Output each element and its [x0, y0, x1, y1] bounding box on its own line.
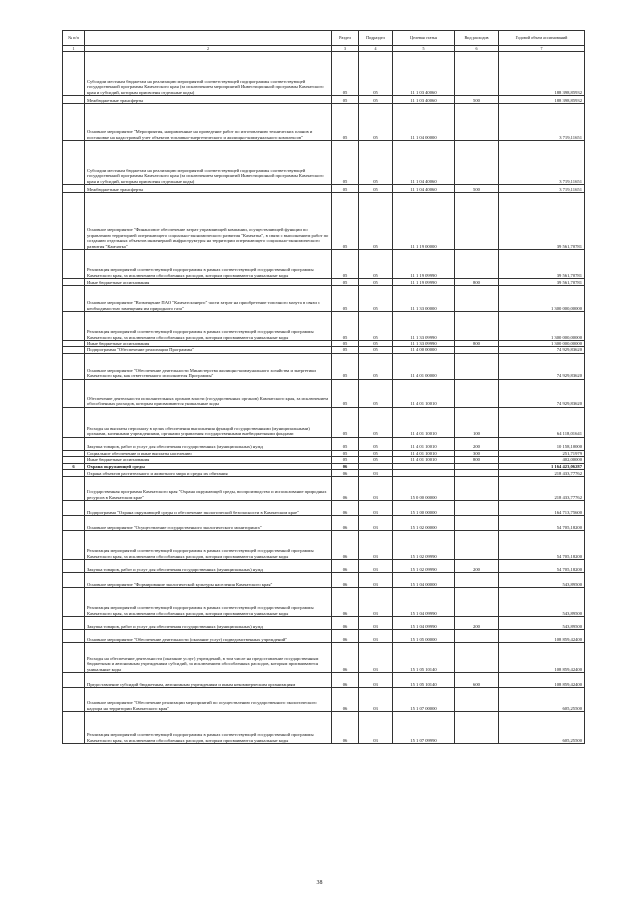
row-number: [63, 379, 85, 407]
row-number: [63, 193, 85, 250]
row-sum: 218 433,77762: [499, 470, 585, 477]
row-sum: 605,25500: [499, 688, 585, 712]
row-razdel: 06: [332, 560, 359, 573]
table-row: [63, 712, 585, 744]
row-name: Иные бюджетные ассигнования: [85, 341, 332, 347]
table-row: [63, 516, 585, 531]
row-razdel: 06: [332, 688, 359, 712]
row-target-article: 11 4 00 00000: [393, 347, 455, 353]
row-sum: 39 561,70781: [499, 279, 585, 286]
row-target-article: 11 1 19 09990: [393, 250, 455, 279]
table-row: [63, 353, 585, 379]
row-razdel: 05: [332, 353, 359, 379]
row-expense-type: [455, 477, 499, 501]
table-row: [63, 673, 585, 688]
row-sum: 10 158,10000: [499, 437, 585, 450]
row-number: [63, 617, 85, 630]
row-podrazdel: 05: [359, 347, 393, 353]
row-target-article: 15 1 07 00000: [393, 688, 455, 712]
row-number: [63, 688, 85, 712]
row-name: Предоставление субсидий бюджетным, автономным учреждениям и иным некоммерческим организациям: [85, 673, 332, 688]
row-sum: 543,89500: [499, 617, 585, 630]
row-target-article: 11 1 33 09990: [393, 341, 455, 347]
row-expense-type: [455, 312, 499, 341]
col-number: 4: [359, 46, 393, 52]
table-row: [63, 193, 585, 250]
row-expense-type: 200: [455, 437, 499, 450]
row-name: Обеспечение деятельности исполнительных органов власти (государственных органов) Камчатского края, за исключением обособленных расходов, которым присваиваются уникальные коды: [85, 379, 332, 407]
row-number: [63, 630, 85, 643]
row-razdel: 05: [332, 457, 359, 463]
row-razdel: 05: [332, 450, 359, 456]
row-expense-type: [455, 516, 499, 531]
row-target-article: 11 1 04 00000: [393, 104, 455, 141]
table-row: [63, 104, 585, 141]
row-expense-type: [455, 353, 499, 379]
row-podrazdel: 05: [359, 250, 393, 279]
row-razdel: 06: [332, 588, 359, 617]
row-number: [63, 185, 85, 193]
col-number: 5: [393, 46, 455, 52]
row-expense-type: 800: [455, 457, 499, 463]
row-target-article: 15 1 02 00000: [393, 516, 455, 531]
row-target-article: 11 1 03 40060: [393, 52, 455, 96]
row-expense-type: [455, 286, 499, 312]
col-expense-type-header: Вид расходов: [455, 31, 499, 46]
row-target-article: 11 1 04 40060: [393, 185, 455, 193]
row-name: Охрана окружающей среды: [85, 463, 332, 469]
row-number: [63, 501, 85, 516]
row-podrazdel: 05: [359, 341, 393, 347]
row-expense-type: 600: [455, 673, 499, 688]
row-number: [63, 96, 85, 104]
row-name: Основное мероприятие "Обеспечение деятельности (оказание услуг) подведомственных учреждений": [85, 630, 332, 643]
col-num-header: № п/п: [63, 31, 85, 46]
row-name: Иные бюджетные ассигнования: [85, 279, 332, 286]
col-number: 3: [332, 46, 359, 52]
row-razdel: 06: [332, 516, 359, 531]
table-row: [63, 286, 585, 312]
row-razdel: 05: [332, 379, 359, 407]
row-name: Основное мероприятие "Возмещение ПАО "Камчатскэнерго" части затрат на приобретение топочного мазута в связи с необходимостью замещения им природного газа": [85, 286, 332, 312]
row-razdel: 05: [332, 437, 359, 450]
row-podrazdel: 03: [359, 477, 393, 501]
col-number: 1: [63, 46, 85, 52]
table-row: [63, 437, 585, 450]
row-sum: 188 398,85932: [499, 52, 585, 96]
budget-table: [62, 30, 585, 744]
table-row: [63, 588, 585, 617]
row-razdel: 05: [332, 141, 359, 185]
row-podrazdel: 03: [359, 501, 393, 516]
row-razdel: 06: [332, 673, 359, 688]
row-sum: 188 398,85932: [499, 96, 585, 104]
row-podrazdel: 05: [359, 353, 393, 379]
row-podrazdel: 05: [359, 312, 393, 341]
row-podrazdel: 03: [359, 573, 393, 588]
row-name: Закупка товаров, работ и услуг для обеспечения государственных (муниципальных) нужд: [85, 437, 332, 450]
row-name: Социальное обеспечение и иные выплаты населению: [85, 450, 332, 456]
row-podrazdel: 03: [359, 588, 393, 617]
row-target-article: 15 1 04 09990: [393, 617, 455, 630]
row-podrazdel: 03: [359, 516, 393, 531]
col-name-header: [85, 31, 332, 46]
row-name: Закупка товаров, работ и услуг для обеспечения государственных (муниципальных) нужд: [85, 617, 332, 630]
row-number: [63, 673, 85, 688]
row-razdel: 06: [332, 643, 359, 673]
row-target-article: 11 4 01 10010: [393, 450, 455, 456]
row-expense-type: 100: [455, 407, 499, 437]
table-row: [63, 96, 585, 104]
row-number: [63, 712, 85, 744]
row-podrazdel: 05: [359, 437, 393, 450]
row-razdel: 06: [332, 573, 359, 588]
row-number: [63, 104, 85, 141]
row-podrazdel: 05: [359, 450, 393, 456]
row-number: 6: [63, 463, 85, 469]
row-number: [63, 250, 85, 279]
table-row: [63, 477, 585, 501]
row-expense-type: [455, 712, 499, 744]
row-number: [63, 477, 85, 501]
row-sum: 3 719,11651: [499, 185, 585, 193]
row-name: Межбюджетные трансферты: [85, 96, 332, 104]
row-razdel: 05: [332, 250, 359, 279]
row-razdel: 05: [332, 407, 359, 437]
row-razdel: 05: [332, 286, 359, 312]
row-name: Межбюджетные трансферты: [85, 185, 332, 193]
row-number: [63, 531, 85, 560]
row-sum: 543,89500: [499, 573, 585, 588]
row-target-article: 11 4 01 10010: [393, 407, 455, 437]
row-razdel: 05: [332, 341, 359, 347]
row-razdel: 05: [332, 279, 359, 286]
row-number: [63, 52, 85, 96]
row-expense-type: [455, 588, 499, 617]
row-name: Государственная программа Камчатского края "Охрана окружающей среды, воспроизводство и использование природных ресурсов в Камчатском крае": [85, 477, 332, 501]
row-target-article: 15 1 04 00000: [393, 573, 455, 588]
row-number: [63, 407, 85, 437]
row-name: Реализация мероприятий соответствующей подпрограммы в рамках соответствующей государственной программы Камчатского края, за исключением обособленных расходов, которым присваиваются уникальные коды: [85, 712, 332, 744]
table-row: [63, 688, 585, 712]
row-name: Иные бюджетные ассигнования: [85, 457, 332, 463]
row-sum: 543,89500: [499, 588, 585, 617]
row-target-article: 15 1 05 00000: [393, 630, 455, 643]
col-target-header: Целевая статья: [393, 31, 455, 46]
page-number: 38: [316, 880, 323, 886]
row-sum: 1 300 000,00000: [499, 286, 585, 312]
row-name: Подпрограмма "Обеспечение реализации Программы": [85, 347, 332, 353]
row-expense-type: [455, 630, 499, 643]
row-podrazdel: 05: [359, 286, 393, 312]
row-sum: 108 859,42400: [499, 643, 585, 673]
row-podrazdel: 03: [359, 617, 393, 630]
row-expense-type: [455, 250, 499, 279]
row-number: [63, 437, 85, 450]
row-name: Субсидии местным бюджетам на реализацию мероприятий соответствующей подпрограммы соответствующей государственной программы Камчатского края (за исключением мероприятий Инвестиционной программы Камчатского края и субсидий, которым присвоены отдельные коды): [85, 141, 332, 185]
row-razdel: 06: [332, 630, 359, 643]
row-razdel: 06: [332, 477, 359, 501]
table-row: [63, 560, 585, 573]
row-name: Реализация мероприятий соответствующей подпрограммы в рамках соответствующей государственной программы Камчатского края, за исключением обособленных расходов, которым присваиваются уникальные коды: [85, 531, 332, 560]
row-target-article: 15 1 02 09990: [393, 531, 455, 560]
row-podrazdel: 05: [359, 457, 393, 463]
row-sum: 54 705,18200: [499, 516, 585, 531]
row-sum: 164 713,75600: [499, 501, 585, 516]
row-sum: 54 705,18200: [499, 560, 585, 573]
row-target-article: 11 1 33 09990: [393, 312, 455, 341]
table-row: [63, 250, 585, 279]
header-row: [63, 31, 585, 46]
row-expense-type: [455, 643, 499, 673]
row-razdel: 05: [332, 185, 359, 193]
row-razdel: 06: [332, 463, 359, 469]
row-podrazdel: 05: [359, 52, 393, 96]
row-number: [63, 312, 85, 341]
row-sum: 605,25500: [499, 712, 585, 744]
row-name: Основное мероприятие "Осуществление государственного экологического мониторинга": [85, 516, 332, 531]
row-podrazdel: 03: [359, 531, 393, 560]
row-sum: 74 929,83620: [499, 347, 585, 353]
row-name: Основное мероприятие "Обеспечение деятельности Министерства жилищно-коммунального хозяйства и энергетики Камчатского края, как ответственного исполнителя Программы": [85, 353, 332, 379]
row-expense-type: 800: [455, 341, 499, 347]
row-sum: 74 929,83620: [499, 379, 585, 407]
budget-page: [62, 30, 584, 744]
col-number: 6: [455, 46, 499, 52]
col-razdel-header: Раздел: [332, 31, 359, 46]
row-expense-type: 500: [455, 185, 499, 193]
row-sum: 3 719,11651: [499, 141, 585, 185]
row-expense-type: [455, 573, 499, 588]
table-row: [63, 141, 585, 185]
row-target-article: 11 1 19 09990: [393, 279, 455, 286]
row-name: Основное мероприятие "Обеспечение реализации мероприятий по осуществлению государственного экологического надзора на территории Камчатского края": [85, 688, 332, 712]
row-number: [63, 573, 85, 588]
row-number: [63, 279, 85, 286]
row-target-article: 11 1 03 40060: [393, 96, 455, 104]
row-podrazdel: 05: [359, 104, 393, 141]
row-target-article: 15 1 05 10140: [393, 673, 455, 688]
row-target-article: 15 1 02 09990: [393, 560, 455, 573]
table-row: [63, 573, 585, 588]
row-expense-type: [455, 501, 499, 516]
table-row: [63, 185, 585, 193]
row-expense-type: [455, 104, 499, 141]
row-expense-type: [455, 193, 499, 250]
row-expense-type: 200: [455, 560, 499, 573]
row-expense-type: [455, 141, 499, 185]
row-podrazdel: 03: [359, 688, 393, 712]
row-sum: 1 300 000,00000: [499, 312, 585, 341]
row-podrazdel: 03: [359, 712, 393, 744]
row-razdel: 05: [332, 312, 359, 341]
row-name: Реализация мероприятий соответствующей подпрограммы в рамках соответствующей государственной программы Камчатского края, за исключением обособленных расходов, которым присваиваются уникальные коды: [85, 250, 332, 279]
table-body: [63, 52, 585, 744]
row-name: Реализация мероприятий соответствующей подпрограммы в рамках соответствующей государственной программы Камчатского края, за исключением обособленных расходов, которым присваиваются уникальные коды: [85, 588, 332, 617]
row-name: Реализация мероприятий соответствующей подпрограммы в рамках соответствующей государственной программы Камчатского края, за исключением обособленных расходов, которым присваиваются уникальные коды: [85, 312, 332, 341]
row-name: Закупка товаров, работ и услуг для обеспечения государственных (муниципальных) нужд: [85, 560, 332, 573]
row-podrazdel: 03: [359, 630, 393, 643]
row-expense-type: 800: [455, 279, 499, 286]
row-expense-type: [455, 52, 499, 96]
row-sum: 74 929,83620: [499, 353, 585, 379]
row-target-article: 15 1 07 09990: [393, 712, 455, 744]
row-podrazdel: 05: [359, 193, 393, 250]
row-razdel: 06: [332, 712, 359, 744]
row-razdel: 05: [332, 347, 359, 353]
row-podrazdel: 03: [359, 560, 393, 573]
row-sum: 1 164 423,06287: [499, 463, 585, 469]
table-row: [63, 279, 585, 286]
row-sum: 39 561,70781: [499, 250, 585, 279]
row-target-article: 11 4 01 10010: [393, 379, 455, 407]
row-expense-type: [455, 531, 499, 560]
row-name: Охрана объектов растительного и животного мира и среды их обитания: [85, 470, 332, 477]
row-razdel: 05: [332, 96, 359, 104]
row-razdel: 05: [332, 104, 359, 141]
row-podrazdel: 05: [359, 185, 393, 193]
row-name: Основное мероприятие "Формирование экологической культуры населения Камчатского края": [85, 573, 332, 588]
row-expense-type: [455, 470, 499, 477]
row-name: Расходы на обеспечение деятельности (оказание услуг) учреждений, в том числе на предоставление государственным бюджетным и автономным учреждениям субсидий, за исключением обособленных расходов, которым присваиваются уникальные коды: [85, 643, 332, 673]
row-name: Основное мероприятие "Мероприятия, направленные на проведение работ по изготовлению технических планов и постановке на кадастровый учет объектов топливно-энергетического и жилищно-коммунального комплексов": [85, 104, 332, 141]
table-row: [63, 501, 585, 516]
row-expense-type: [455, 379, 499, 407]
row-number: [63, 560, 85, 573]
table-row: [63, 630, 585, 643]
col-number: 7: [499, 46, 585, 52]
row-target-article: 15 1 00 00000: [393, 501, 455, 516]
table-row: [63, 643, 585, 673]
row-sum: 402,00000: [499, 457, 585, 463]
row-podrazdel: 05: [359, 141, 393, 185]
row-target-article: 15 1 04 09990: [393, 588, 455, 617]
table-row: [63, 52, 585, 96]
row-target-article: 11 1 04 40060: [393, 141, 455, 185]
table-row: [63, 531, 585, 560]
row-number: [63, 141, 85, 185]
row-number: [63, 588, 85, 617]
row-sum: 218 433,77762: [499, 477, 585, 501]
row-sum: 251,71979: [499, 450, 585, 456]
row-expense-type: [455, 688, 499, 712]
col-number: 2: [85, 46, 332, 52]
table-row: [63, 617, 585, 630]
row-number: [63, 643, 85, 673]
row-expense-type: 300: [455, 450, 499, 456]
row-sum: 3 719,11651: [499, 104, 585, 141]
row-target-article: 11 1 19 00000: [393, 193, 455, 250]
row-sum: 1 300 000,00000: [499, 341, 585, 347]
row-number: [63, 516, 85, 531]
row-sum: 108 859,42400: [499, 673, 585, 688]
row-name: Субсидии местным бюджетам на реализацию мероприятий соответствующей подпрограммы соответствующей государственной программы Камчатского края (за исключением мероприятий Инвестиционной программы Камчатского края и субсидий, которым присвоены отдельные коды): [85, 52, 332, 96]
row-number: [63, 470, 85, 477]
row-number: [63, 286, 85, 312]
row-name: Основное мероприятие "Финансовое обеспечение затрат управляющей компании, осуществляющей функции по управлению территорией опережающего социально-экономического развития "Камчатка", в связи с выполнением работ по созданию отдельных объектов инженерной инфраструктуры на территории опережающего социально-экономического развития "Камчатка": [85, 193, 332, 250]
row-sum: 39 561,70781: [499, 193, 585, 250]
row-podrazdel: 05: [359, 96, 393, 104]
row-razdel: 06: [332, 531, 359, 560]
row-target-article: [393, 470, 455, 477]
row-razdel: 05: [332, 193, 359, 250]
table-row: [63, 312, 585, 341]
row-expense-type: 200: [455, 617, 499, 630]
row-number: [63, 353, 85, 379]
row-target-article: 15 1 05 10140: [393, 643, 455, 673]
row-podrazdel: 05: [359, 279, 393, 286]
row-target-article: 11 4 01 10010: [393, 437, 455, 450]
row-target-article: 11 1 33 00000: [393, 286, 455, 312]
row-name: Подпрограмма "Охрана окружающей среды и обеспечение экологической безопасности в Камчатском крае": [85, 501, 332, 516]
row-razdel: 06: [332, 470, 359, 477]
row-target-article: 11 4 01 00000: [393, 353, 455, 379]
row-podrazdel: 05: [359, 379, 393, 407]
row-name: Расходы на выплаты персоналу в целях обеспечения выполнения функций государственными (муниципальными) органами, казенными учреждениями, органами управления государственными внебюджетными фондами: [85, 407, 332, 437]
row-razdel: 06: [332, 617, 359, 630]
row-podrazdel: 03: [359, 643, 393, 673]
table-row: [63, 407, 585, 437]
row-sum: 64 118,01641: [499, 407, 585, 437]
table-row: [63, 379, 585, 407]
row-podrazdel: 03: [359, 470, 393, 477]
row-target-article: 11 4 01 10010: [393, 457, 455, 463]
row-expense-type: 500: [455, 96, 499, 104]
row-target-article: 15 0 00 00000: [393, 477, 455, 501]
row-razdel: 06: [332, 501, 359, 516]
col-podrazdel-header: Подраздел: [359, 31, 393, 46]
row-razdel: 05: [332, 52, 359, 96]
row-podrazdel: 05: [359, 407, 393, 437]
row-sum: 54 705,18200: [499, 531, 585, 560]
row-podrazdel: 03: [359, 673, 393, 688]
row-sum: 108 859,42400: [499, 630, 585, 643]
table-row: [63, 470, 585, 477]
col-sum-header: Годовой объем ассигнований: [499, 31, 585, 46]
